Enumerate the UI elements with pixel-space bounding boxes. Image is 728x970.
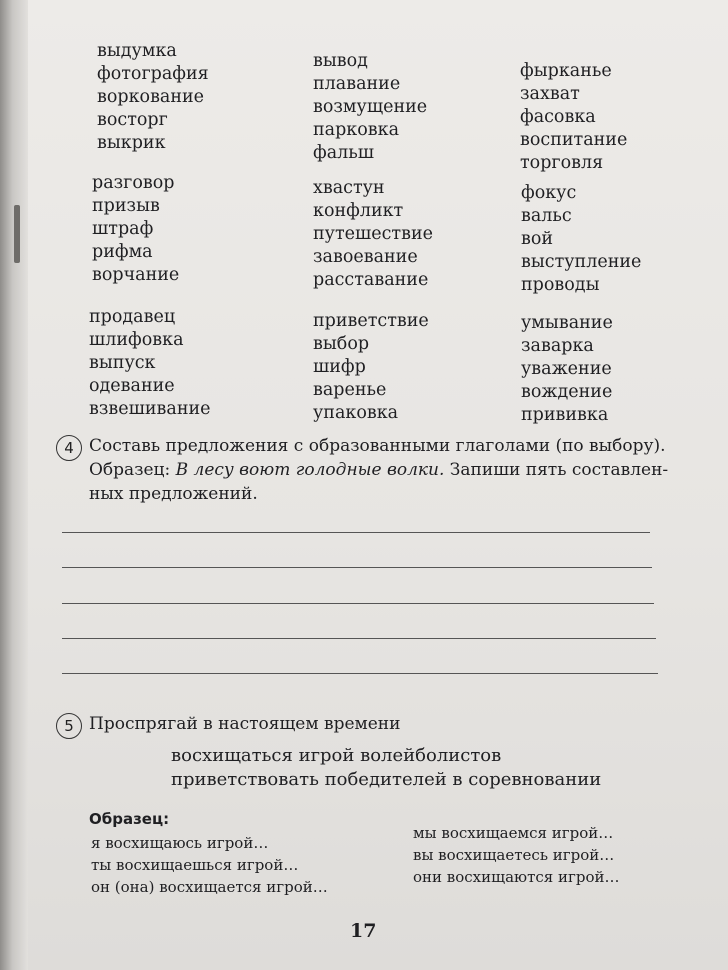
- conjugation-form: ты восхищаешься игрой…: [91, 856, 299, 874]
- sample-title: Образец:: [89, 810, 170, 828]
- conjugation-form: вы восхищаетесь игрой…: [413, 846, 615, 864]
- word: продавец: [89, 307, 176, 327]
- exercise-number-badge: 4: [56, 435, 82, 461]
- word: вывод: [313, 51, 368, 71]
- conjugation-form: мы восхищаемся игрой…: [413, 824, 614, 842]
- word-column-2: [313, 177, 433, 292]
- word: фырканье: [520, 61, 612, 81]
- word: упаковка: [313, 403, 399, 423]
- word: вой: [521, 229, 554, 249]
- word: воркование: [97, 87, 205, 107]
- word-column-1: [92, 172, 179, 287]
- word: путешествие: [313, 224, 433, 244]
- word: выбор: [313, 334, 370, 354]
- word: рифма: [92, 242, 153, 262]
- word: парковка: [313, 120, 399, 140]
- word: ворчание: [92, 265, 180, 285]
- exercise-5-instruction: Проспрягай в настоящем времени: [89, 714, 401, 734]
- exercise-4-line-3: ных предложений.: [89, 484, 258, 504]
- word: проводы: [521, 275, 600, 295]
- word: прививка: [521, 405, 609, 425]
- sample-right-column: [413, 822, 620, 888]
- sample-label: Образец:: [89, 460, 176, 480]
- word: взвешивание: [89, 399, 211, 419]
- conjugation-form: он (она) восхищается игрой…: [91, 878, 328, 896]
- word: выдумка: [97, 41, 177, 61]
- answer-line[interactable]: [62, 567, 652, 568]
- answer-line[interactable]: [62, 532, 650, 533]
- word: умывание: [521, 313, 613, 333]
- word: фотография: [97, 64, 209, 84]
- word: штраф: [92, 219, 154, 239]
- word: расставание: [313, 270, 429, 290]
- word: выступление: [521, 252, 642, 272]
- verb-phrase: восхищаться игрой волейболистов: [171, 745, 502, 766]
- exercise-4-line-2: [89, 458, 668, 482]
- word: воспитание: [520, 130, 628, 150]
- word-column-1: [97, 40, 209, 155]
- answer-line[interactable]: [62, 638, 656, 639]
- word: фасовка: [520, 107, 596, 127]
- word-column-3: [520, 60, 627, 175]
- word: разговор: [92, 173, 175, 193]
- word: уважение: [521, 359, 612, 379]
- word: восторг: [97, 110, 168, 130]
- word: фальш: [313, 143, 375, 163]
- conjugation-form: они восхищаются игрой…: [413, 868, 620, 886]
- word: одевание: [89, 376, 175, 396]
- word: плавание: [313, 74, 401, 94]
- word: конфликт: [313, 201, 404, 221]
- exercise-number-badge: 5: [56, 713, 82, 739]
- word: варенье: [313, 380, 387, 400]
- answer-line[interactable]: [62, 673, 658, 674]
- word: захват: [520, 84, 580, 104]
- word: призыв: [92, 196, 160, 216]
- word: фокус: [521, 183, 577, 203]
- verb-phrase: приветствовать победителей в соревновании: [171, 769, 602, 790]
- word: вождение: [521, 382, 613, 402]
- word: хвастун: [313, 178, 385, 198]
- word: шлифовка: [89, 330, 184, 350]
- word-column-1: [89, 306, 211, 421]
- word-column-2: [313, 310, 429, 425]
- word: торговля: [520, 153, 604, 173]
- word: вальс: [521, 206, 572, 226]
- exercise-4-line-1: Составь предложения с образованными глаголами (по выбору).: [89, 436, 666, 456]
- binding-clip: [14, 205, 20, 263]
- word: шифр: [313, 357, 366, 377]
- word: выпуск: [89, 353, 156, 373]
- word: возмущение: [313, 97, 428, 117]
- word-column-3: [521, 312, 613, 427]
- word: заварка: [521, 336, 594, 356]
- sample-sentence: В лесу воют голодные волки.: [175, 460, 445, 480]
- word-column-2: [313, 50, 427, 165]
- word: выкрик: [97, 133, 166, 153]
- instruction-text: Запиши пять составлен-: [444, 460, 669, 480]
- word-column-3: [521, 182, 641, 297]
- page-binding: [0, 0, 28, 970]
- answer-line[interactable]: [62, 603, 654, 604]
- word: завоевание: [313, 247, 418, 267]
- sample-left-column: [91, 832, 328, 898]
- conjugation-form: я восхищаюсь игрой…: [91, 834, 269, 852]
- page-number: 17: [350, 920, 377, 942]
- word: приветствие: [313, 311, 429, 331]
